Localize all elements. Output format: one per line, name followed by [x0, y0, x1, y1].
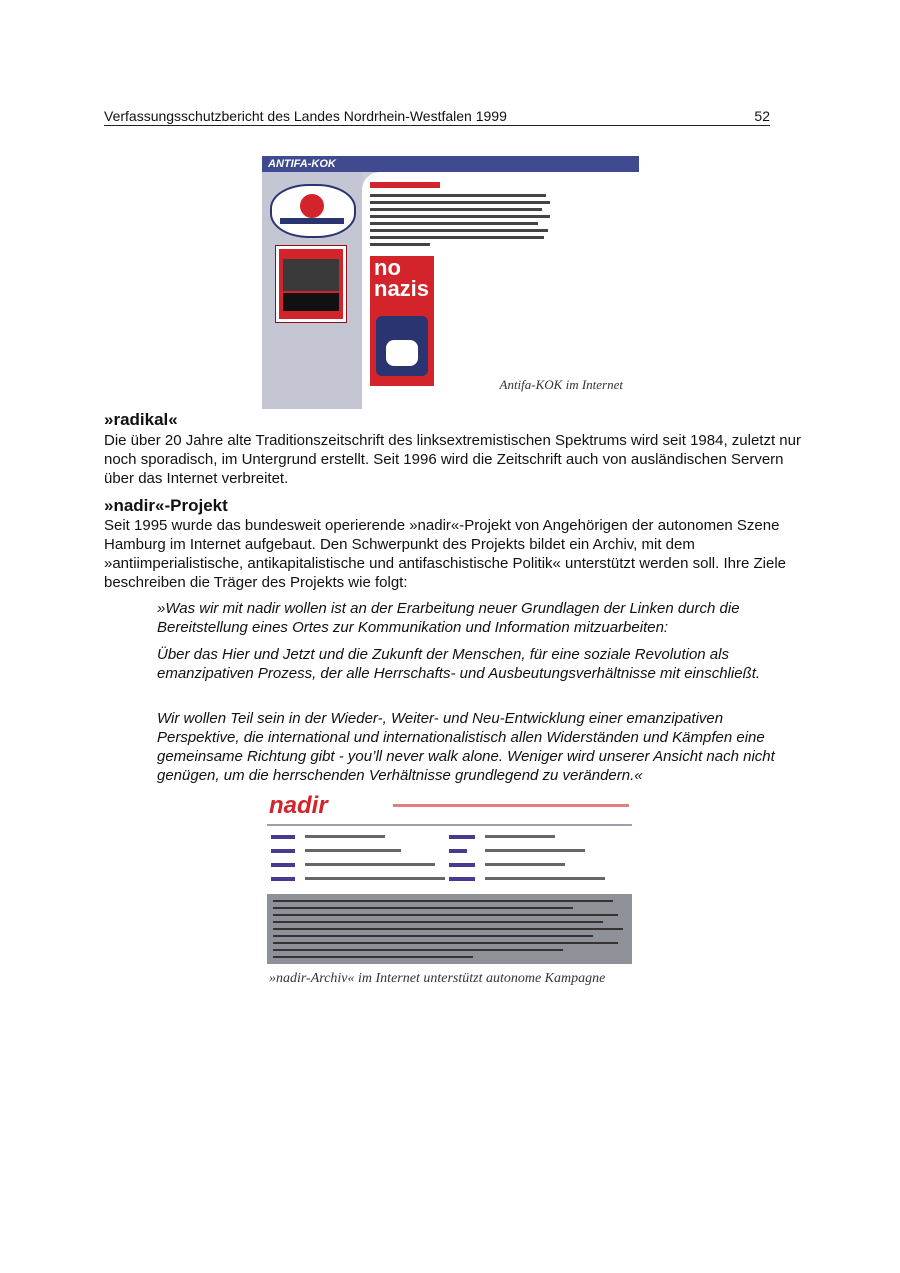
nadir-screenshot: [263, 790, 636, 1015]
heading-radikal: »radikal«: [104, 410, 178, 429]
antifa-logo-icon: [270, 184, 356, 238]
page-header: [104, 107, 770, 126]
figure2-caption: »nadir-Archiv« im Internet unterstützt autonome Kampagne: [269, 971, 606, 986]
antifa-kok-screenshot: [262, 156, 639, 409]
site-banner: ANTIFA-KOK: [262, 156, 639, 172]
fist-icon: [376, 316, 428, 376]
no-nazis-poster: [370, 256, 434, 386]
nadir-logo: nadir: [269, 792, 328, 819]
header-title: Verfassungsschutzbericht des Landes Nordrhein-Westfalen 1999: [104, 108, 507, 124]
page-number: 52: [754, 108, 770, 124]
content-heading-bar: [370, 182, 440, 188]
poster-text-nazis: nazis: [374, 276, 430, 301]
heading-nadir: »nadir«-Projekt: [104, 496, 228, 515]
figure1-caption: Antifa-KOK im Internet: [499, 377, 623, 392]
divider: [267, 824, 632, 826]
news-list: [267, 894, 632, 964]
poster-thumbnail: [276, 246, 346, 322]
quote-2: Über das Hier und Jetzt und die Zukunft der Menschen, für eine soziale Revolution als emanzipativen Prozess, der alle Herrschafts- und Ausbeutungsverhältnisse mit einschließt.: [157, 646, 761, 682]
paragraph-radikal: Die über 20 Jahre alte Traditionszeitschrift des linksextremistischen Spektrums wird seit 1984, zuletzt nur noch sporadisch, im Untergrund erstellt. Seit 1996 wird die Zeitschrift auch von ausländischen Servern über das Internet verbreitet.: [104, 432, 801, 487]
paragraph-nadir: Seit 1995 wurde das bundesweit operierende »nadir«-Projekt von Angehörigen der autonomen Szene Hamburg im Internet aufgebaut. Den Schwerpunkt des Projekts bildet ein Archiv, mit dem »antiimperialistische, antikapitalistische und antifaschistische Politik« unterstützt werden soll. Ihre Ziele beschreiben die Träger des Projekts wie folgt:: [104, 517, 786, 591]
left-column: [262, 172, 362, 409]
poster-text-no: no: [374, 255, 401, 280]
tagline-bar: [393, 804, 629, 807]
quote-1: »Was wir mit nadir wollen ist an der Erarbeitung neuer Grundlagen der Linken durch die Bereitstellung eines Ortes zur Kommunikation und Information mitzuarbeiten:: [157, 600, 740, 636]
nadir-menu: [271, 832, 631, 888]
content-text-lines: [370, 194, 550, 250]
quote-3: Wir wollen Teil sein in der Wieder-, Weiter- und Neu-Entwicklung einer emanzipativen Perspektive, die international und internationalistisch allen Widerständen und Kämpfen eine gemeinsame Richtung gibt - you’ll never walk alone. Weniger wird unserer Ansicht nach nicht genügen, um die herrschenden Verhältnisse grundlegend zu verändern.«: [157, 710, 775, 784]
